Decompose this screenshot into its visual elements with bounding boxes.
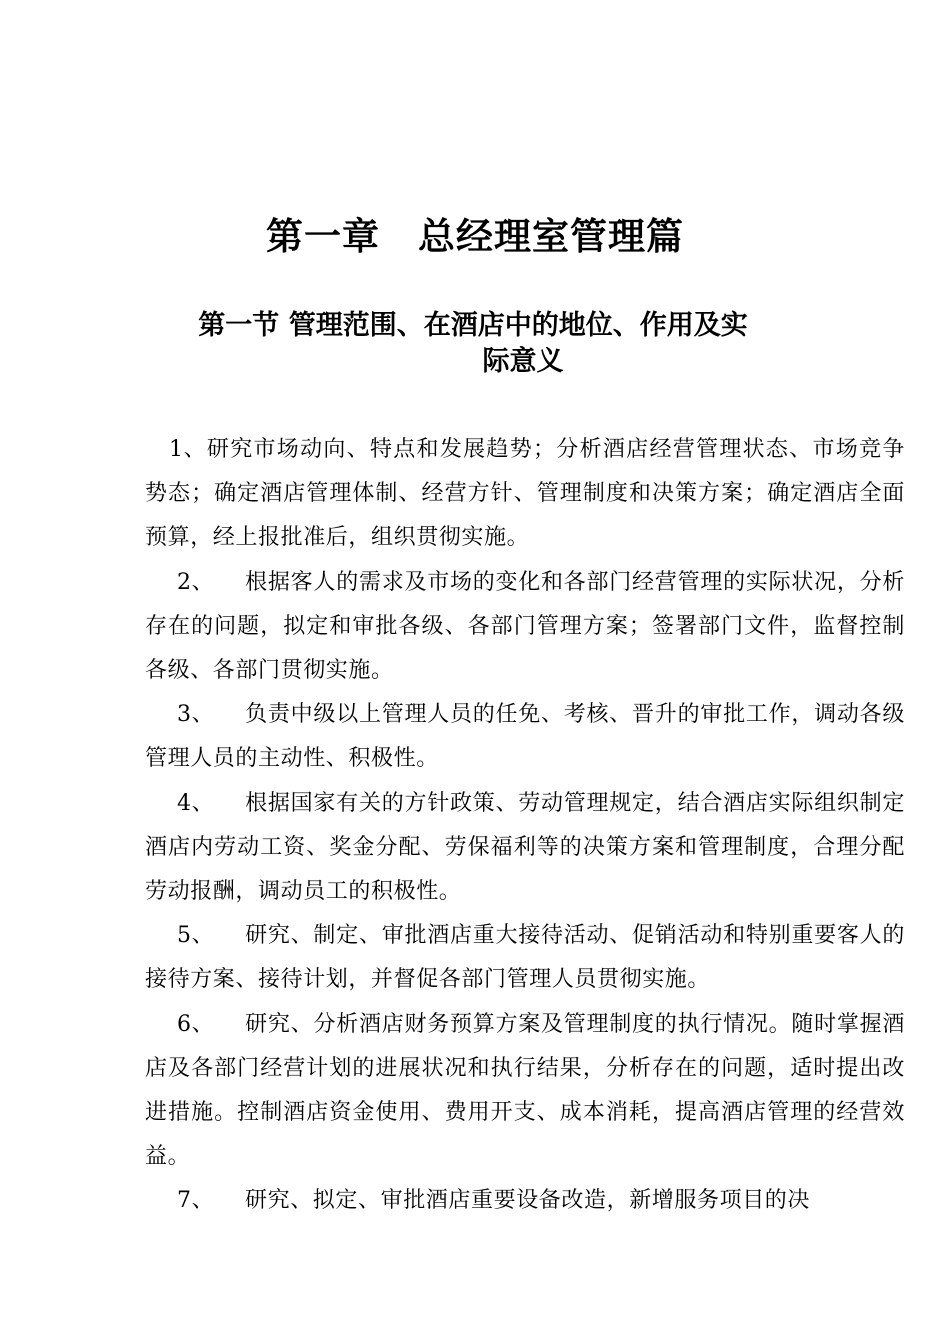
paragraph-number: 2、 [177, 569, 215, 595]
paragraph-7 [145, 1179, 905, 1223]
paragraph-text: 研究、制定、审批酒店重大接待活动、促销活动和特别重要客人的接待方案、接待计划，并督促各部门管理人员贯彻实施。 [145, 923, 905, 993]
paragraph-text: 根据国家有关的方针政策、劳动管理规定，结合酒店实际组织制定酒店内劳动工资、奖金分配、劳保福利等的决策方案和管理制度，合理分配劳动报酬，调动员工的积极性。 [145, 790, 905, 905]
chapter-title: 第一章 总经理室管理篇 [266, 215, 684, 258]
section-title-line-1: 第一节 管理范围、在酒店中的地位、作用及实 [198, 310, 748, 341]
paragraph-5 [145, 914, 905, 1002]
section-title [0, 308, 950, 380]
paragraph-number: 7、 [177, 1188, 215, 1214]
paragraph-number: 6、 [177, 1011, 215, 1037]
paragraph-6 [145, 1003, 905, 1180]
paragraph-3 [145, 693, 905, 781]
paragraph-text: 根据客人的需求及市场的变化和各部门经营管理的实际状况，分析存在的问题，拟定和审批各级、各部门管理方案；签署部门文件，监督控制各级、各部门贯彻实施。 [145, 569, 905, 684]
paragraph-4 [145, 782, 905, 915]
paragraph-text: 研究、拟定、审批酒店重要设备改造，新增服务项目的决 [245, 1188, 811, 1214]
paragraph-number: 1、 [169, 437, 207, 462]
body-text [145, 428, 905, 1224]
paragraph-number: 5、 [177, 923, 215, 949]
paragraph-number: 4、 [177, 790, 215, 816]
paragraph-1 [145, 428, 905, 561]
section-title-line-2: 际意义 [482, 346, 564, 377]
paragraph-text: 研究市场动向、特点和发展趋势；分析酒店经营管理状态、市场竞争势态；确定酒店管理体制、经营方针、管理制度和决策方案；确定酒店全面预算，经上报批准后，组织贯彻实施。 [145, 437, 905, 551]
paragraph-text: 负责中级以上管理人员的任免、考核、晋升的审批工作，调动各级管理人员的主动性、积极性。 [145, 702, 905, 772]
paragraph-2 [145, 561, 905, 694]
paragraph-number: 3、 [177, 702, 215, 728]
paragraph-text: 研究、分析酒店财务预算方案及管理制度的执行情况。随时掌握酒店及各部门经营计划的进展状况和执行结果，分析存在的问题，适时提出改进措施。控制酒店资金使用、费用开支、成本消耗，提高酒店管理的经营效益。 [145, 1011, 905, 1170]
